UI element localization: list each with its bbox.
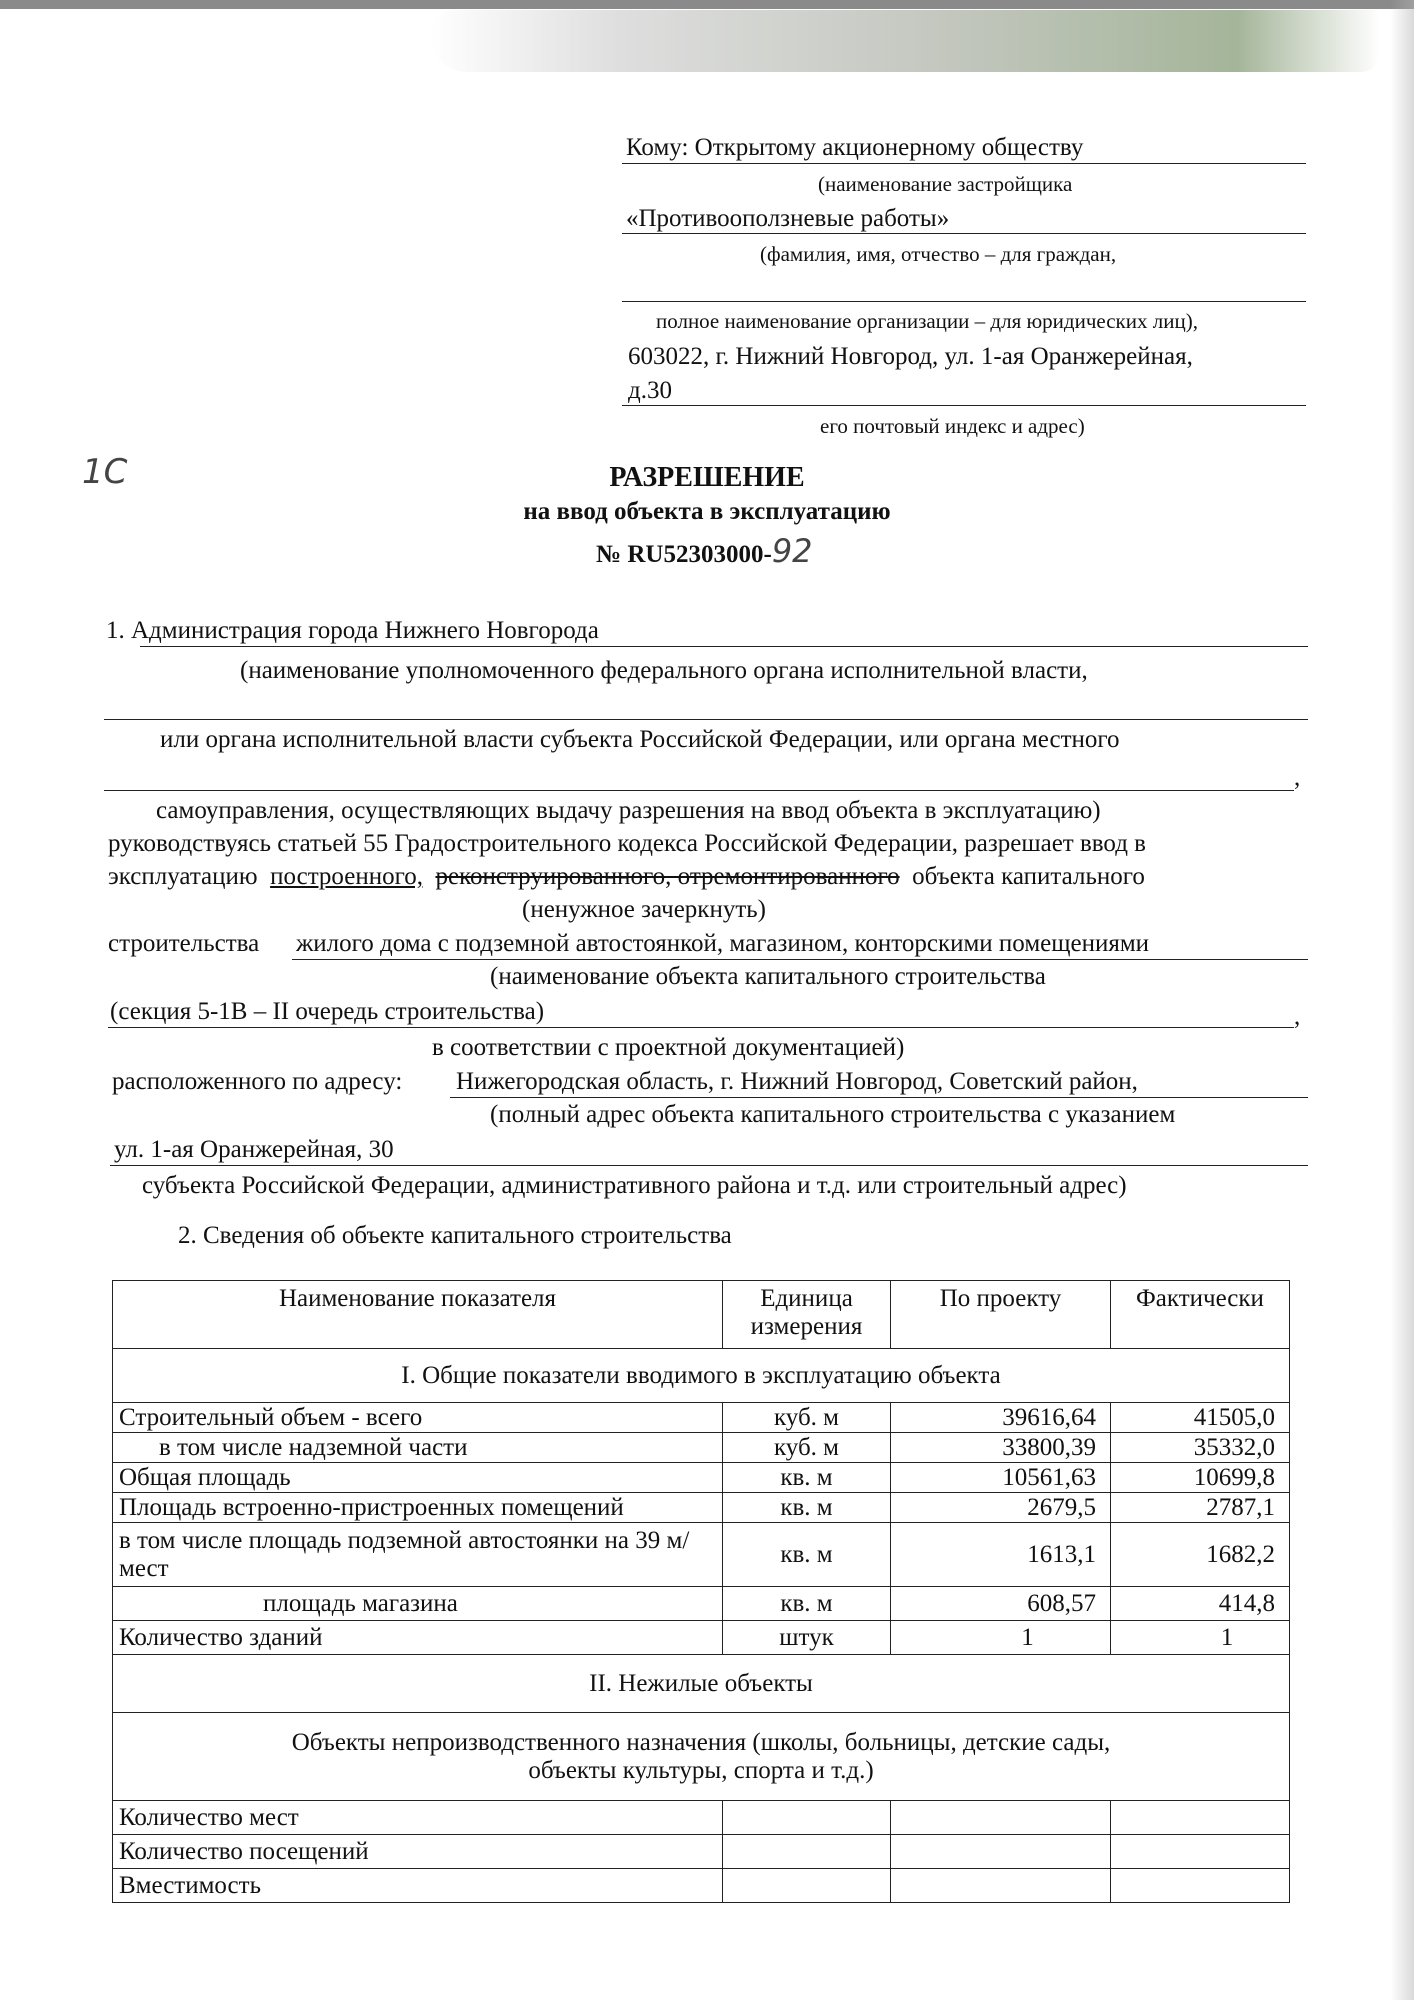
row-name: Вместимость — [113, 1869, 723, 1903]
permit-number-prefix: № RU52303000- — [596, 541, 772, 568]
row-unit: куб. м — [723, 1433, 891, 1463]
recipient-address-line2: д.30 — [628, 377, 672, 404]
row-actual — [1111, 1801, 1290, 1835]
group2-title: II. Нежилые объекты — [113, 1655, 1290, 1713]
body-line2-end: объекта капитального — [912, 863, 1145, 890]
scan-right-edge — [1390, 0, 1414, 2000]
permit-number-handwritten: 92 — [771, 532, 813, 570]
row-name: Количество посещений — [113, 1835, 723, 1869]
authority-note2: или органа исполнительной власти субъекта Российской Федерации, или органа местного — [160, 726, 1120, 753]
comma-mark-2: , — [1294, 1003, 1301, 1030]
row-unit: куб. м — [723, 1403, 891, 1433]
recipient-line1: Кому: Открытому акционерному обществу — [626, 134, 1084, 161]
row-project: 2679,5 — [891, 1493, 1111, 1523]
table-header-row — [113, 1281, 1290, 1349]
row-project: 10561,63 — [891, 1463, 1111, 1493]
row-project: 608,57 — [891, 1587, 1111, 1621]
object-name-value: жилого дома с подземной автостоянкой, магазином, конторскими помещениями — [296, 930, 1150, 957]
recipient-note4: его почтовый индекс и адрес) — [820, 414, 1085, 438]
body-line2-struck: реконструированного, отремонтированного — [435, 863, 900, 890]
group-row-2-sub — [113, 1713, 1290, 1801]
row-project — [891, 1869, 1111, 1903]
group-row-2 — [113, 1655, 1290, 1713]
body-line2-built: построенного, — [270, 863, 423, 890]
table-row — [113, 1523, 1290, 1587]
row-name: Общая площадь — [113, 1463, 723, 1493]
row-project: 1613,1 — [891, 1523, 1111, 1587]
table-row — [113, 1587, 1290, 1621]
body-line1: руководствуясь статьей 55 Градостроительного кодекса Российской Федерации, разрешает ввод в — [108, 830, 1146, 857]
recipient-note2: (фамилия, имя, отчество – для граждан, — [760, 242, 1117, 266]
row-project — [891, 1801, 1111, 1835]
row-unit — [723, 1801, 891, 1835]
body-line2 — [108, 863, 1308, 891]
header-actual: Фактически — [1111, 1281, 1290, 1349]
object-info-table — [112, 1280, 1290, 1903]
document-title: РАЗРЕШЕНИЕ — [609, 462, 805, 493]
table-row — [113, 1801, 1290, 1835]
row-actual: 41505,0 — [1111, 1403, 1290, 1433]
row-name: Площадь встроенно-пристроенных помещений — [113, 1493, 723, 1523]
authority-note1: (наименование уполномоченного федерального органа исполнительной власти, — [240, 657, 1088, 684]
row-unit — [723, 1835, 891, 1869]
row-name: Количество мест — [113, 1801, 723, 1835]
row-actual: 2787,1 — [1111, 1493, 1290, 1523]
strike-note: (ненужное зачеркнуть) — [522, 896, 766, 923]
object-section-note: в соответствии с проектной документацией) — [432, 1034, 905, 1061]
row-name: Количество зданий — [113, 1621, 723, 1655]
section2-heading: 2. Сведения об объекте капитального строительства — [178, 1222, 732, 1249]
table-row — [113, 1463, 1290, 1493]
body-line2-start: эксплуатацию — [108, 863, 258, 890]
row-unit — [723, 1869, 891, 1903]
header-name: Наименование показателя — [113, 1281, 723, 1349]
address-value: Нижегородская область, г. Нижний Новгород, Советский район, — [456, 1068, 1138, 1095]
row-unit: кв. м — [723, 1463, 891, 1493]
address-note2: субъекта Российской Федерации, административного района и т.д. или строительный адрес) — [142, 1172, 1127, 1199]
address-street: ул. 1-ая Оранжерейная, 30 — [114, 1136, 394, 1163]
row-actual: 1682,2 — [1111, 1523, 1290, 1587]
row-name: в том числе площадь подземной автостоянки на 39 м/мест — [113, 1523, 723, 1587]
row-project: 1 — [891, 1621, 1111, 1655]
row-actual: 10699,8 — [1111, 1463, 1290, 1493]
row-name: площадь магазина — [113, 1587, 723, 1621]
row-unit: штук — [723, 1621, 891, 1655]
permit-number — [596, 532, 813, 570]
address-label: расположенного по адресу: — [112, 1068, 403, 1095]
row-actual: 35332,0 — [1111, 1433, 1290, 1463]
header-project: По проекту — [891, 1281, 1111, 1349]
row-actual — [1111, 1835, 1290, 1869]
row-unit: кв. м — [723, 1587, 891, 1621]
object-name-note: (наименование объекта капитального строительства — [490, 963, 1046, 990]
object-section: (секция 5-1В – II очередь строительства) — [110, 998, 545, 1025]
recipient-address-line1: 603022, г. Нижний Новгород, ул. 1-ая Оранжерейная, — [628, 343, 1193, 370]
handwritten-margin-mark: 1С — [82, 452, 128, 492]
scan-top-edge — [0, 0, 1414, 9]
object-name-label: строительства — [108, 930, 260, 957]
recipient-note1: (наименование застройщика — [818, 172, 1073, 196]
table-row — [113, 1433, 1290, 1463]
address-note1: (полный адрес объекта капитального строительства с указанием — [490, 1101, 1176, 1128]
row-name: в том числе надземной части — [113, 1433, 723, 1463]
recipient-line2: «Противооползневые работы» — [626, 205, 950, 232]
authority-note3: самоуправления, осуществляющих выдачу разрешения на ввод объекта в эксплуатацию) — [156, 797, 1101, 824]
table-row — [113, 1621, 1290, 1655]
row-unit: кв. м — [723, 1493, 891, 1523]
row-unit: кв. м — [723, 1523, 891, 1587]
table-row — [113, 1493, 1290, 1523]
table-row — [113, 1403, 1290, 1433]
group-row-1 — [113, 1349, 1290, 1403]
group2-subtitle: Объекты непроизводственного назначения (школы, больницы, детские сады, объекты культуры, спорта и т.д.) — [113, 1713, 1290, 1801]
recipient-note3: полное наименование организации – для юридических лиц), — [656, 309, 1198, 333]
row-name: Строительный объем - всего — [113, 1403, 723, 1433]
comma-mark: , — [1294, 764, 1301, 791]
row-project: 33800,39 — [891, 1433, 1111, 1463]
row-project — [891, 1835, 1111, 1869]
header-unit: Единица измерения — [723, 1281, 891, 1349]
row-actual — [1111, 1869, 1290, 1903]
scan-artifact — [430, 10, 1380, 72]
row-actual: 414,8 — [1111, 1587, 1290, 1621]
table-row — [113, 1835, 1290, 1869]
document-subtitle: на ввод объекта в эксплуатацию — [523, 498, 891, 525]
table-row — [113, 1869, 1290, 1903]
row-project: 39616,64 — [891, 1403, 1111, 1433]
row-actual: 1 — [1111, 1621, 1290, 1655]
authority-line: 1. Администрация города Нижнего Новгорода — [106, 617, 599, 644]
group1-title: I. Общие показатели вводимого в эксплуатацию объекта — [113, 1349, 1290, 1403]
